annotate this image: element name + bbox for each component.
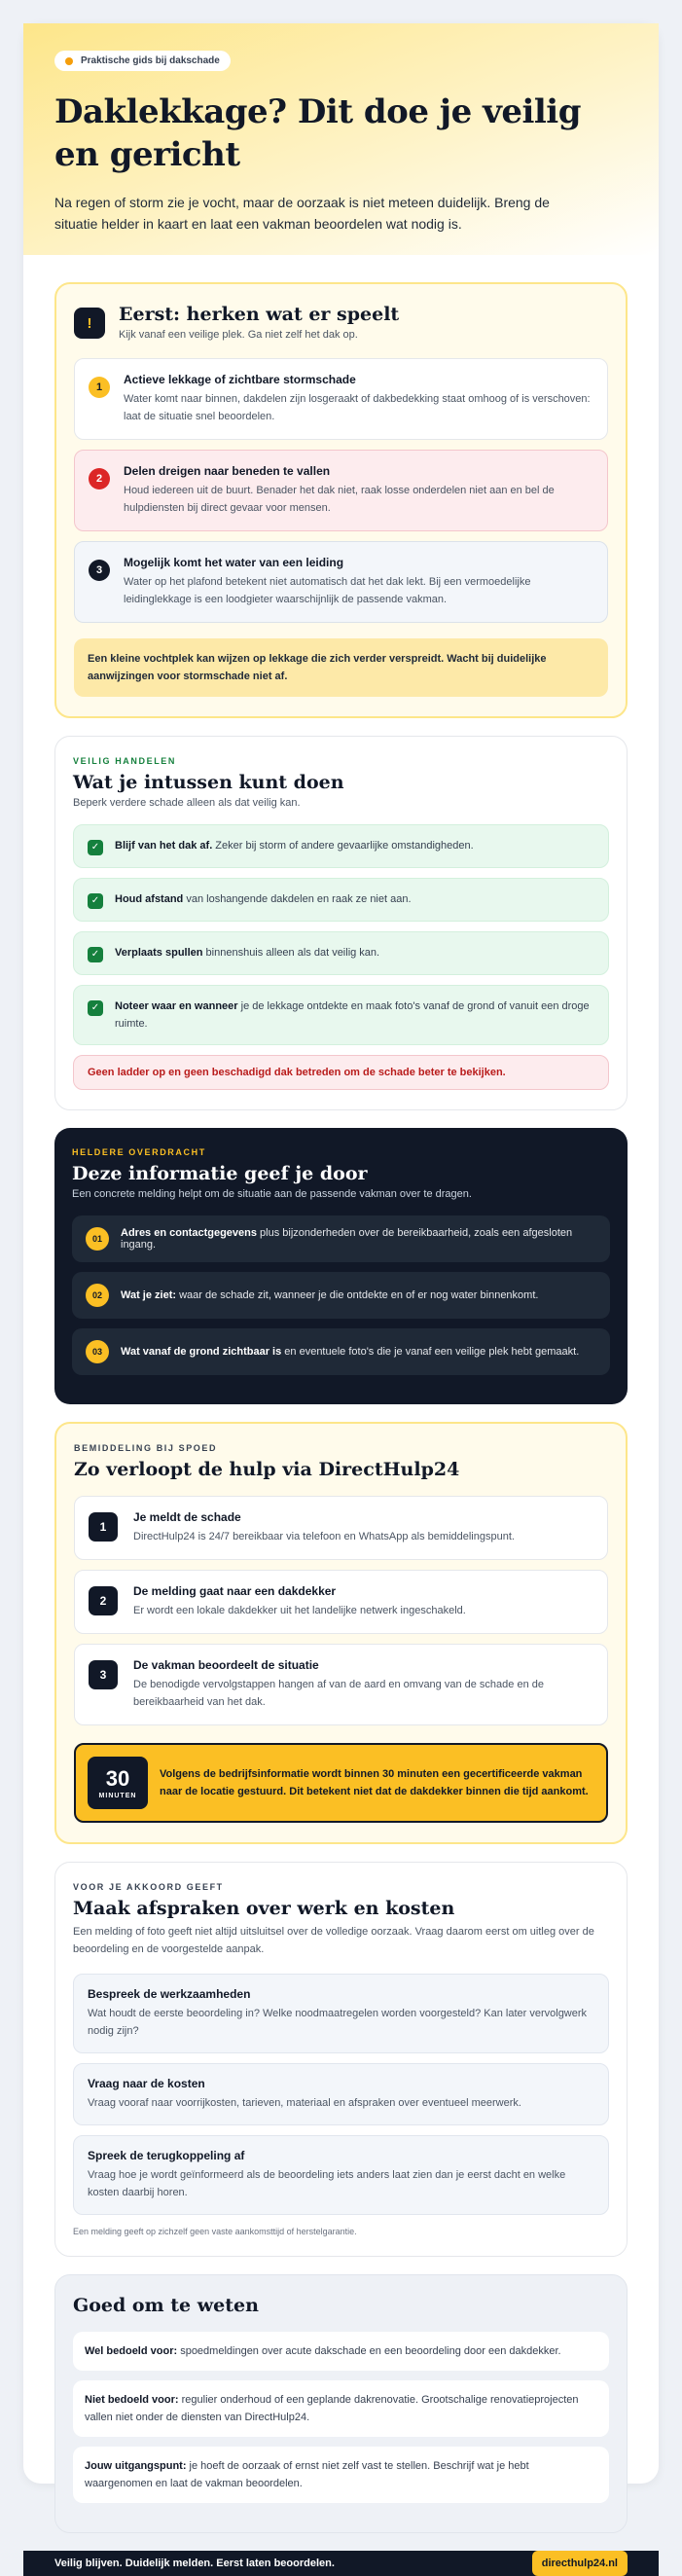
process-title: Zo verloopt de hulp via DirectHulp24 (74, 1459, 460, 1480)
checklist-text: je de lekkage ontdekte en maak foto's vanaf de grond of vanuit een droge ruimte. (115, 1000, 590, 1030)
guide-pill (54, 51, 231, 71)
know-text: spoedmeldingen over acute dakschade en een beoordeling door een dakdekker. (177, 2345, 561, 2357)
checkmark-icon: ✓ (88, 1000, 103, 1016)
step-text: DirectHulp24 is 24/7 bereikbaar via telefoon en WhatsApp als bemiddelingspunt. (133, 1531, 515, 1542)
safe-kicker: VEILIG HANDELEN (73, 756, 177, 766)
info-item (72, 1272, 610, 1319)
exclamation-icon: ! (74, 308, 105, 339)
response-time-text: Volgens de bedrijfsinformatie wordt binnen 30 minuten een gecertificeerde vakman naar de locatie gestuurd. Dit betekent niet dat de dakdekker binnen die tijd aankomt. (160, 1768, 589, 1797)
agreement-title: Bespreek de werkzaamheden (88, 1987, 251, 2001)
agreement-text: Vraag vooraf naar voorrijkosten, tarieven, materiaal en afspraken over eventueel meerwerk. (88, 2097, 521, 2109)
sign-text: Water komt naar binnen, dakdelen zijn losgeraakt of dakbedekking staat omhoog of is verschoven: laat de situatie snel beoordelen. (124, 393, 591, 422)
handover-section (54, 1128, 628, 1404)
recognize-subtitle: Kijk vanaf een veilige plek. Ga niet zelf het dak op. (119, 329, 358, 341)
know-text: je hoeft de oorzaak of ernst niet zelf vast te stellen. Beschrijf wat je hebt waargenomen en laat de vakman beoordelen. (85, 2460, 529, 2489)
dot-icon (65, 57, 73, 65)
page (23, 23, 659, 2569)
step-title: De vakman beoordeelt de situatie (133, 1658, 319, 1672)
checklist-text: binnenshuis alleen als dat veilig kan. (202, 947, 380, 959)
safe-warning: Geen ladder op en geen beschadigd dak betreden om de schade beter te bekijken. (73, 1055, 609, 1090)
step-number: 3 (89, 1660, 118, 1689)
info-bold: Wat vanaf de grond zichtbaar is (121, 1346, 282, 1358)
footer-tagline: Veilig blijven. Duidelijk melden. Eerst laten beoordelen. (54, 2558, 335, 2569)
number-badge: 3 (89, 560, 110, 581)
agree-title: Maak afspraken over werk en kosten (73, 1898, 455, 1919)
number-badge: 1 (89, 377, 110, 398)
info-item (72, 1215, 610, 1262)
agreement-text: Vraag hoe je wordt geïnformeerd als de beoordeling iets anders laat zien dan je eerst dacht en welke kosten daarbij horen. (88, 2169, 566, 2198)
page-title: Daklekkage? Dit doe je veilig en gericht (54, 92, 581, 174)
timer-value: 30 (105, 1765, 130, 1791)
sign-text: Houd iedereen uit de buurt. Benader het dak niet, raak losse onderdelen niet aan en bel de hulpdiensten bij direct gevaar voor mensen. (124, 485, 555, 514)
step-number: 2 (89, 1586, 118, 1615)
info-bold: Adres en contactgegevens (121, 1227, 257, 1239)
agree-section (54, 1862, 628, 2257)
step-title: Je meldt de schade (133, 1510, 241, 1524)
footer (23, 2551, 659, 2576)
number-badge: 01 (86, 1227, 109, 1251)
checkmark-icon: ✓ (88, 947, 103, 962)
checklist-item (73, 985, 609, 1045)
agree-fineprint: Een melding geeft op zichzelf geen vaste aankomsttijd of herstelgarantie. (73, 2227, 357, 2236)
process-kicker: BEMIDDELING BIJ SPOED (74, 1443, 218, 1453)
checkmark-icon: ✓ (88, 893, 103, 909)
agree-subtitle: Een melding of foto geeft niet altijd uitsluitsel over de volledige oorzaak. Vraag daarom eerst om uitleg over de beoordeling en de voorgestelde aanpak. (73, 1926, 594, 1955)
info-bold: Wat je ziet: (121, 1289, 177, 1301)
know-bold: Jouw uitgangspunt: (85, 2460, 187, 2472)
checklist-text: Zeker bij storm of andere gevaarlijke omstandigheden. (212, 840, 474, 852)
sign-text: Water op het plafond betekent niet automatisch dat het dak lekt. Bij een vermoedelijke leidinglekkage is een loodgieter waarschijnlijk de passende vakman. (124, 576, 531, 605)
step-number: 1 (89, 1512, 118, 1542)
checklist-bold: Noteer waar en wanneer (115, 1000, 238, 1012)
sign-item (74, 358, 608, 440)
step-text: Er wordt een lokale dakdekker uit het landelijke netwerk ingeschakeld. (133, 1605, 466, 1616)
process-step (74, 1644, 608, 1725)
website-link[interactable]: directhulp24.nl (532, 2551, 628, 2576)
sign-item (74, 450, 608, 531)
know-item (73, 2380, 609, 2437)
checklist-bold: Verplaats spullen (115, 947, 203, 959)
checklist-item (73, 824, 609, 868)
checklist-bold: Blijf van het dak af. (115, 840, 213, 852)
info-text: en eventuele foto's die je vanaf een veilige plek hebt gemaakt. (281, 1346, 580, 1358)
step-title: De melding gaat naar een dakdekker (133, 1584, 337, 1598)
handover-title: Deze informatie geef je door (72, 1163, 368, 1184)
hero-intro: Na regen of storm zie je vocht, maar de oorzaak is niet meteen duidelijk. Breng de situatie helder in kaart en laat een vakman beoordelen wat nodig is. (54, 195, 550, 232)
sign-title: Delen dreigen naar beneden te vallen (124, 464, 331, 478)
sign-title: Actieve lekkage of zichtbare stormschade (124, 373, 356, 386)
checklist-bold: Houd afstand (115, 893, 184, 905)
agreement-title: Vraag naar de kosten (88, 2077, 205, 2090)
know-section (54, 2274, 628, 2533)
hero (23, 23, 659, 255)
checklist-item (73, 878, 609, 922)
agreement-item (73, 2063, 609, 2125)
know-title: Goed om te weten (73, 2295, 259, 2316)
safe-title: Wat je intussen kunt doen (73, 772, 344, 793)
sign-title: Mogelijk komt het water van een leiding (124, 556, 344, 569)
number-badge: 03 (86, 1340, 109, 1363)
agreement-item (73, 2135, 609, 2215)
know-item (73, 2447, 609, 2503)
info-item (72, 1328, 610, 1375)
timer-badge (88, 1757, 148, 1809)
response-time-callout (74, 1743, 608, 1823)
number-badge: 2 (89, 468, 110, 490)
know-bold: Niet bedoeld voor: (85, 2394, 179, 2406)
timer-unit: MINUTEN (98, 1792, 137, 1799)
know-bold: Wel bedoeld voor: (85, 2345, 178, 2357)
info-text: plus bijzonderheden over de bereikbaarheid, zoals een afgesloten ingang. (121, 1227, 573, 1251)
safe-subtitle: Beperk verdere schade alleen als dat veilig kan. (73, 797, 301, 809)
process-step (74, 1570, 608, 1634)
checklist-item (73, 931, 609, 975)
checklist-text: van loshangende dakdelen en raak ze niet aan. (183, 893, 412, 905)
safe-section (54, 736, 628, 1110)
know-text: regulier onderhoud of een geplande dakrenovatie. Grootschalige renovatieprojecten vallen niet onder de diensten van DirectHulp24. (85, 2394, 579, 2423)
checkmark-icon: ✓ (88, 840, 103, 855)
guide-pill-label: Praktische gids bij dakschade (81, 55, 220, 66)
agreement-text: Wat houdt de eerste beoordeling in? Welke noodmaatregelen worden voorgesteld? Kan later vervolgwerk nodig zijn? (88, 2008, 588, 2037)
handover-subtitle: Een concrete melding helpt om de situatie aan de passende vakman over te dragen. (72, 1188, 472, 1200)
number-badge: 02 (86, 1284, 109, 1307)
process-step (74, 1496, 608, 1560)
recognize-section (54, 282, 628, 718)
handover-kicker: HELDERE OVERDRACHT (72, 1147, 206, 1157)
recognize-title: Eerst: herken wat er speelt (119, 304, 400, 325)
process-section (54, 1422, 628, 1844)
agreement-item (73, 1974, 609, 2053)
step-text: De benodigde vervolgstappen hangen af van de aard en omvang van de schade en de bereikbaarheid van het dak. (133, 1679, 544, 1708)
agreement-title: Spreek de terugkoppeling af (88, 2149, 245, 2162)
main-content (23, 255, 659, 2551)
know-item (73, 2332, 609, 2371)
sign-item (74, 541, 608, 623)
agree-kicker: VOOR JE AKKOORD GEEFT (73, 1882, 224, 1892)
info-text: waar de schade zit, wanneer je die ontdekte en of er nog water binnenkomt. (176, 1289, 539, 1301)
recognize-note: Een kleine vochtplek kan wijzen op lekkage die zich verder verspreidt. Wacht bij duidelijke aanwijzingen voor stormschade niet af. (74, 638, 608, 697)
recognize-header (74, 304, 608, 341)
